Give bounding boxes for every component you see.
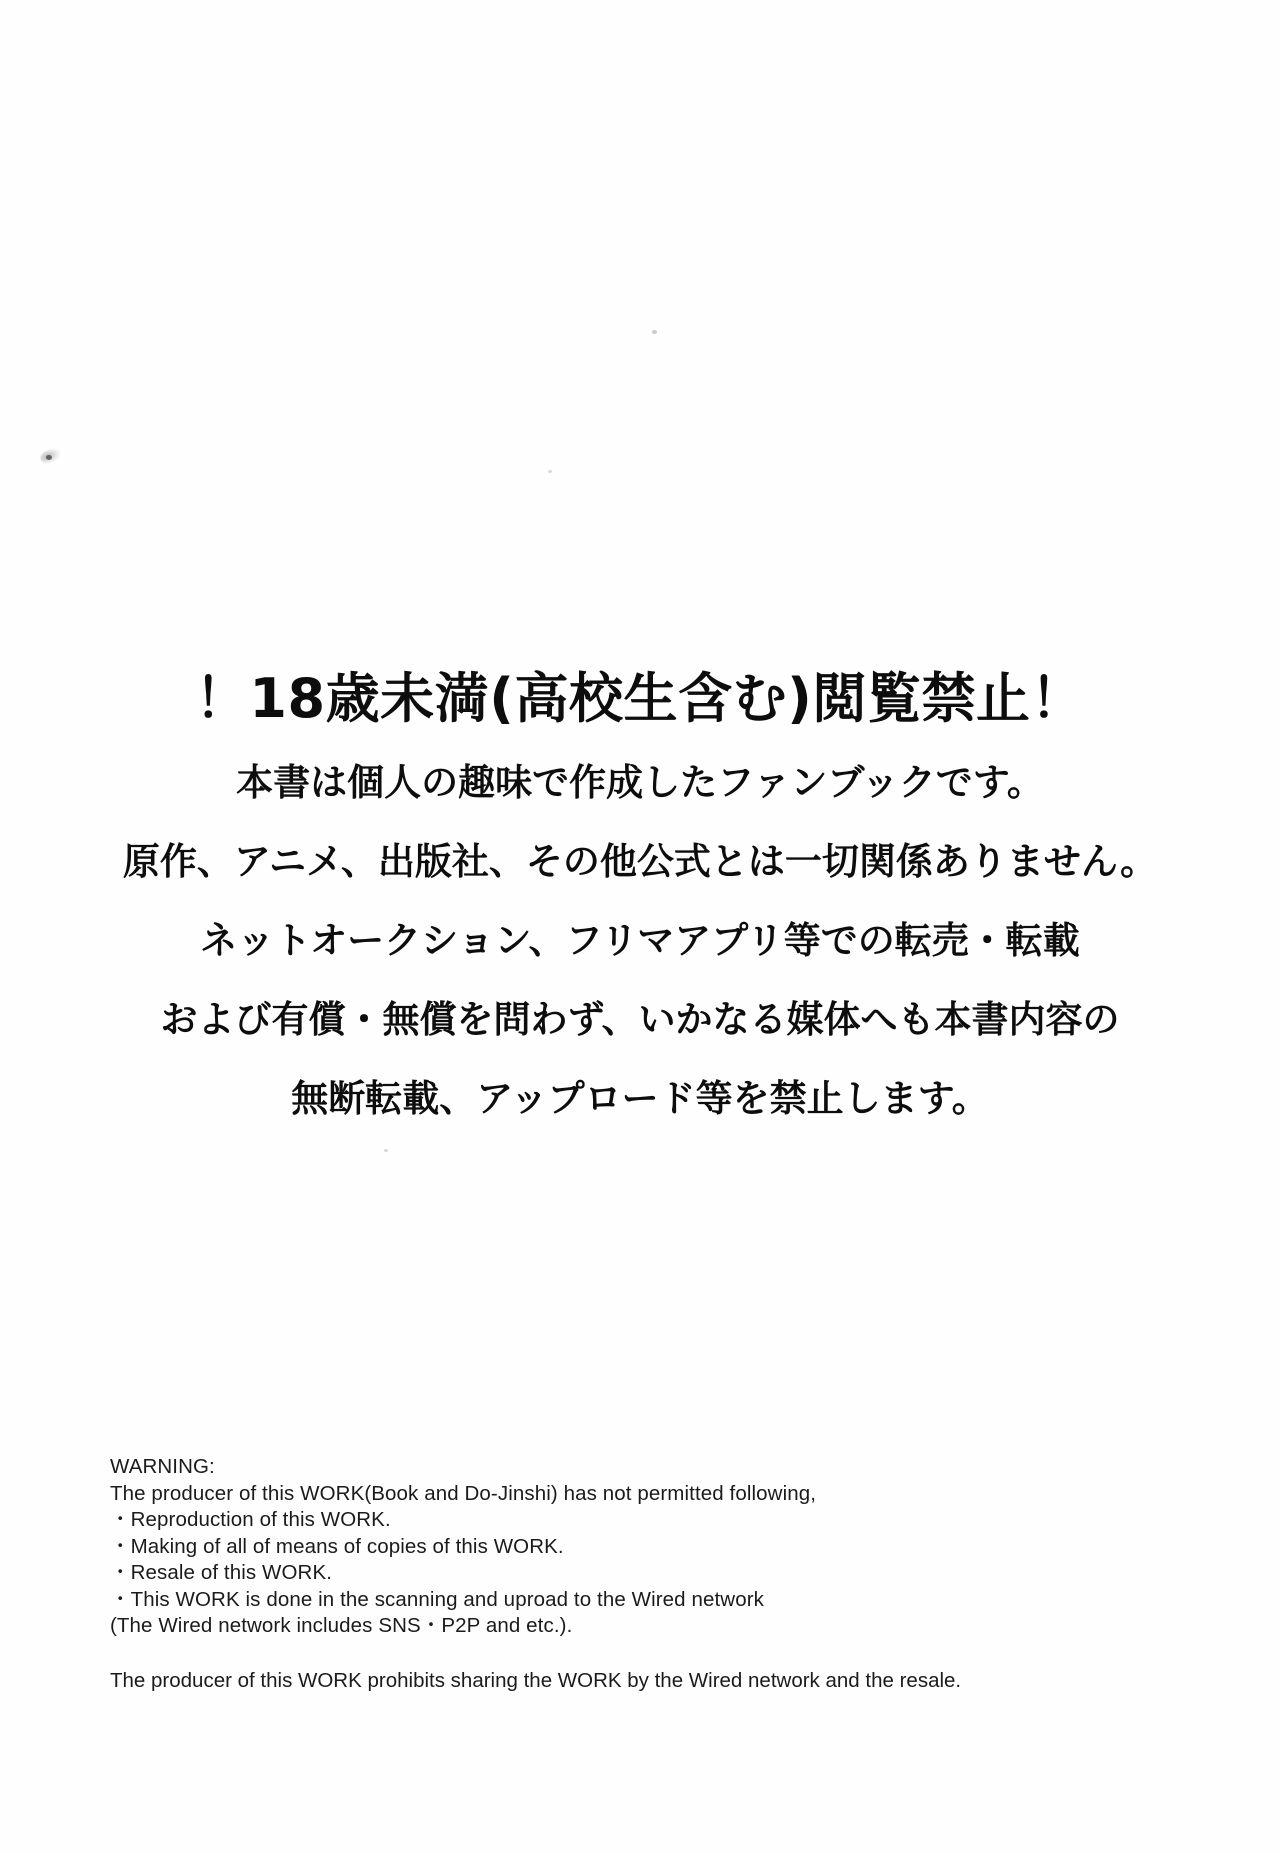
warning-line-6: (The Wired network includes SNS・P2P and etc.). <box>110 1614 573 1637</box>
warning-line-3: ・Making of all of means of copies of this WORK. <box>110 1534 564 1558</box>
notice-line-5: 無断転載、アップロード等を禁止します。 <box>291 1077 989 1120</box>
notice-line-4: および有償・無償を問わず、いかなる媒体へも本書内容の <box>160 998 1120 1041</box>
warning-line-2: ・Reproduction of this WORK. <box>110 1508 391 1531</box>
warning-line-4: ・Resale of this WORK. <box>110 1561 333 1584</box>
scan-dust-icon <box>384 1149 388 1152</box>
warning-heading: WARNING: <box>110 1455 215 1478</box>
scan-dust-icon <box>548 470 552 473</box>
scan-speck-dot-icon <box>46 455 52 460</box>
age-restriction-headline: ！18歳未満(高校生含む)閲覧禁止！ <box>194 667 1086 730</box>
notice-line-1: 本書は個人の趣味で作成したファンブックです。 <box>236 761 1044 804</box>
japanese-notice-block <box>0 667 1280 1120</box>
warning-line-1: The producer of this WORK(Book and Do-Jinshi) has not permitted following, <box>110 1481 817 1505</box>
warning-line-5: ・This WORK is done in the scanning and uproad to the Wired network <box>110 1587 764 1611</box>
notice-line-2: 原作、アニメ、出版社、その他公式とは一切関係ありません。 <box>122 840 1158 883</box>
scan-dust-icon <box>652 330 657 334</box>
notice-line-3: ネットオークション、フリマアプリ等での転売・転載 <box>200 919 1080 962</box>
warning-closing-statement: The producer of this WORK prohibits sharing the WORK by the Wired network and the resale. <box>110 1669 962 1692</box>
english-warning-block <box>110 1454 1200 1640</box>
